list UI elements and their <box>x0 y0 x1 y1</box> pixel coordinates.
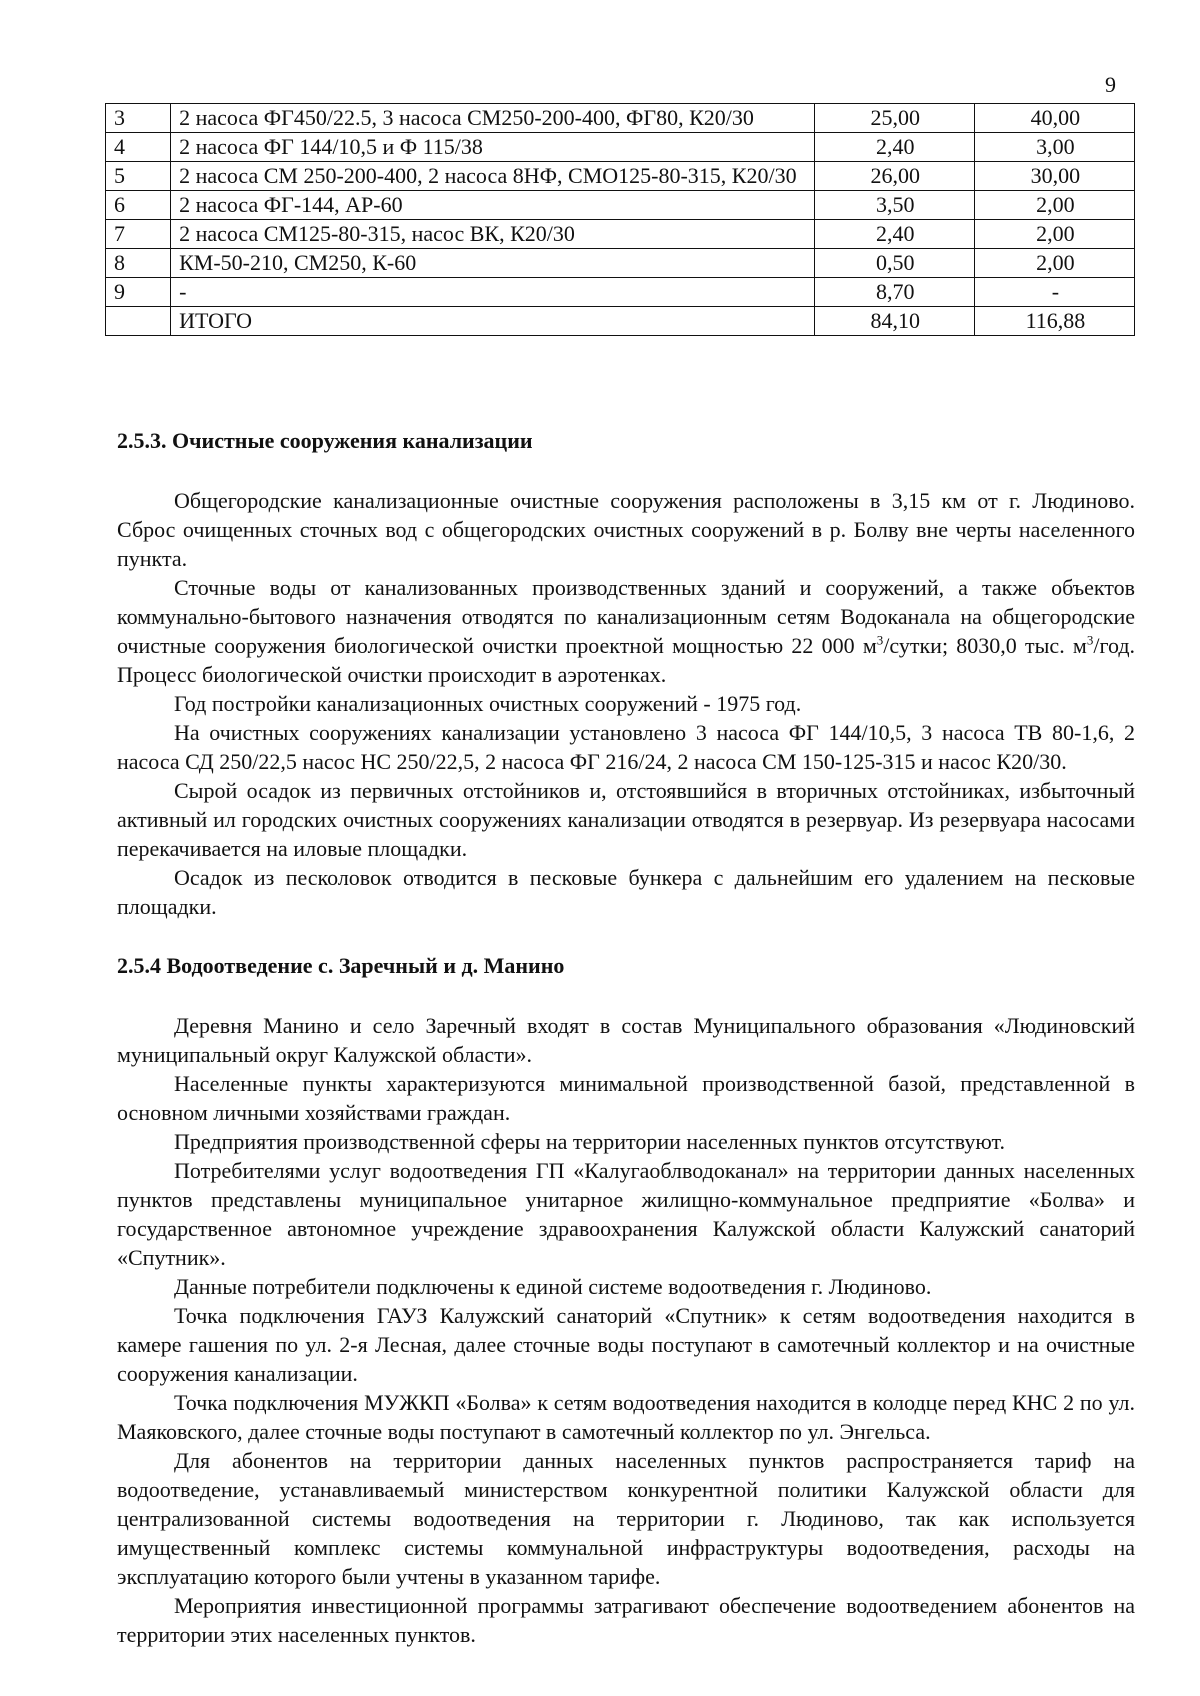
paragraph: Точка подключения МУЖКП «Болва» к сетям водоотведения находится в колодце перед КНС 2 по ул. Маяковского, далее сточные воды поступают в самотечный коллектор по ул. Энгельса. <box>117 1390 1135 1444</box>
value-cell: 30,00 <box>974 162 1134 191</box>
table-row <box>106 133 1135 162</box>
paragraph: Для абонентов на территории данных населенных пунктов распространяется тариф на водоотведение, устанавливаемый министерством конкурентной политики Калужской области для централизованной системы водоотведения на территории г. Людиново, так как используется имущественный комплекс системы коммунальной инфраструктуры водоотведения, расходы на эксплуатацию которого были учтены в указанном тарифе. <box>117 1448 1135 1589</box>
equipment-cell: 2 насоса ФГ 144/10,5 и Ф 115/38 <box>171 133 815 162</box>
page-number: 9 <box>1105 72 1116 97</box>
row-number: 3 <box>106 104 171 133</box>
section-heading: 2.5.3. Очистные сооружения канализации <box>117 428 533 453</box>
row-number: 5 <box>106 162 171 191</box>
value-cell: 2,00 <box>974 191 1134 220</box>
row-number: 6 <box>106 191 171 220</box>
value-cell: - <box>974 278 1134 307</box>
paragraph: Данные потребители подключены к единой системе водоотведения г. Людиново. <box>174 1274 932 1299</box>
value-cell: 40,00 <box>974 104 1134 133</box>
paragraph: Населенные пункты характеризуются минимальной производственной базой, представленной в основном личными хозяйствами граждан. <box>117 1071 1135 1125</box>
value-cell: 2,40 <box>814 220 974 249</box>
paragraph: На очистных сооружениях канализации установлено 3 насоса ФГ 144/10,5, 3 насоса ТВ 80-1,6, 2 насоса СД 250/22,5 насос НС 250/22,5, 2 насоса ФГ 216/24, 2 насоса СМ 150-125-315 и насос К20/30. <box>117 720 1135 774</box>
total-value: 84,10 <box>814 307 974 336</box>
row-number: 8 <box>106 249 171 278</box>
row-number <box>106 307 171 336</box>
total-label: ИТОГО <box>171 307 815 336</box>
paragraph: Сырой осадок из первичных отстойников и, отстоявшийся в вторичных отстойниках, избыточный активный ил городских очистных сооружениях канализации отводятся в резервуар. Из резервуара насосами перекачивается на иловые площадки. <box>117 778 1135 861</box>
paragraph: Точка подключения ГАУЗ Калужский санаторий «Спутник» к сетям водоотведения находится в камере гашения по ул. 2-я Лесная, далее сточные воды поступают в самотечный коллектор и на очистные сооружения канализации. <box>117 1303 1135 1386</box>
equipment-cell: 2 насоса ФГ450/22.5, 3 насоса СМ250-200-400, ФГ80, К20/30 <box>171 104 815 133</box>
value-cell: 2,00 <box>974 249 1134 278</box>
row-number: 9 <box>106 278 171 307</box>
paragraph: Осадок из песколовок отводится в песковые бункера с дальнейшим его удалением на песковые площадки. <box>117 865 1135 919</box>
value-cell: 8,70 <box>814 278 974 307</box>
value-cell: 3,00 <box>974 133 1134 162</box>
table-total-row <box>106 307 1135 336</box>
equipment-cell: 2 насоса СМ125-80-315, насос ВК, К20/30 <box>171 220 815 249</box>
table-row <box>106 104 1135 133</box>
table-row <box>106 191 1135 220</box>
document-body <box>117 426 1135 1649</box>
table-row <box>106 220 1135 249</box>
paragraph: Предприятия производственной сферы на территории населенных пунктов отсутствуют. <box>174 1129 1006 1154</box>
value-cell: 3,50 <box>814 191 974 220</box>
row-number: 7 <box>106 220 171 249</box>
paragraph: Год постройки канализационных очистных сооружений - 1975 год. <box>174 691 802 716</box>
equipment-cell: - <box>171 278 815 307</box>
equipment-cell: КМ-50-210, СМ250, К-60 <box>171 249 815 278</box>
row-number: 4 <box>106 133 171 162</box>
value-cell: 2,00 <box>974 220 1134 249</box>
paragraph: Сточные воды от канализованных производственных зданий и сооружений, а также объектов коммунально-бытового назначения отводятся по канализационным сетям Водоканала на общегородские очистные сооружения биологической очистки проектной мощностью 22 000 $м^3$/сутки; 8030,0 тыс. $м^3$/год. Процесс биологической очистки происходит в аэротенках. <box>117 575 1136 687</box>
value-cell: 26,00 <box>814 162 974 191</box>
equipment-table <box>105 103 1135 336</box>
paragraph: Мероприятия инвестиционной программы затрагивают обеспечение водоотведением абонентов на территории этих населенных пунктов. <box>117 1593 1135 1647</box>
paragraph: Деревня Манино и село Заречный входят в состав Муниципального образования «Людиновский муниципальный округ Калужской области». <box>117 1013 1135 1067</box>
paragraph: Общегородские канализационные очистные сооружения расположены в 3,15 км от г. Людиново. Сброс очищенных сточных вод с общегородских очистных сооружений в р. Болву вне черты населенного пункта. <box>117 488 1135 571</box>
value-cell: 25,00 <box>814 104 974 133</box>
paragraph: Потребителями услуг водоотведения ГП «Калугаоблводоканал» на территории данных населенных пунктов представлены муниципальное унитарное жилищно-коммунальное предприятие «Болва» и государственное автономное учреждение здравоохранения Калужской области Калужский санаторий «Спутник». <box>117 1158 1135 1270</box>
table-row <box>106 249 1135 278</box>
equipment-cell: 2 насоса ФГ-144, АР-60 <box>171 191 815 220</box>
value-cell: 0,50 <box>814 249 974 278</box>
total-value: 116,88 <box>974 307 1134 336</box>
value-cell: 2,40 <box>814 133 974 162</box>
section-heading: 2.5.4 Водоотведение с. Заречный и д. Манино <box>117 953 565 978</box>
equipment-cell: 2 насоса СМ 250-200-400, 2 насоса 8НФ, СМО125-80-315, К20/30 <box>171 162 815 191</box>
table-row <box>106 162 1135 191</box>
table-row <box>106 278 1135 307</box>
